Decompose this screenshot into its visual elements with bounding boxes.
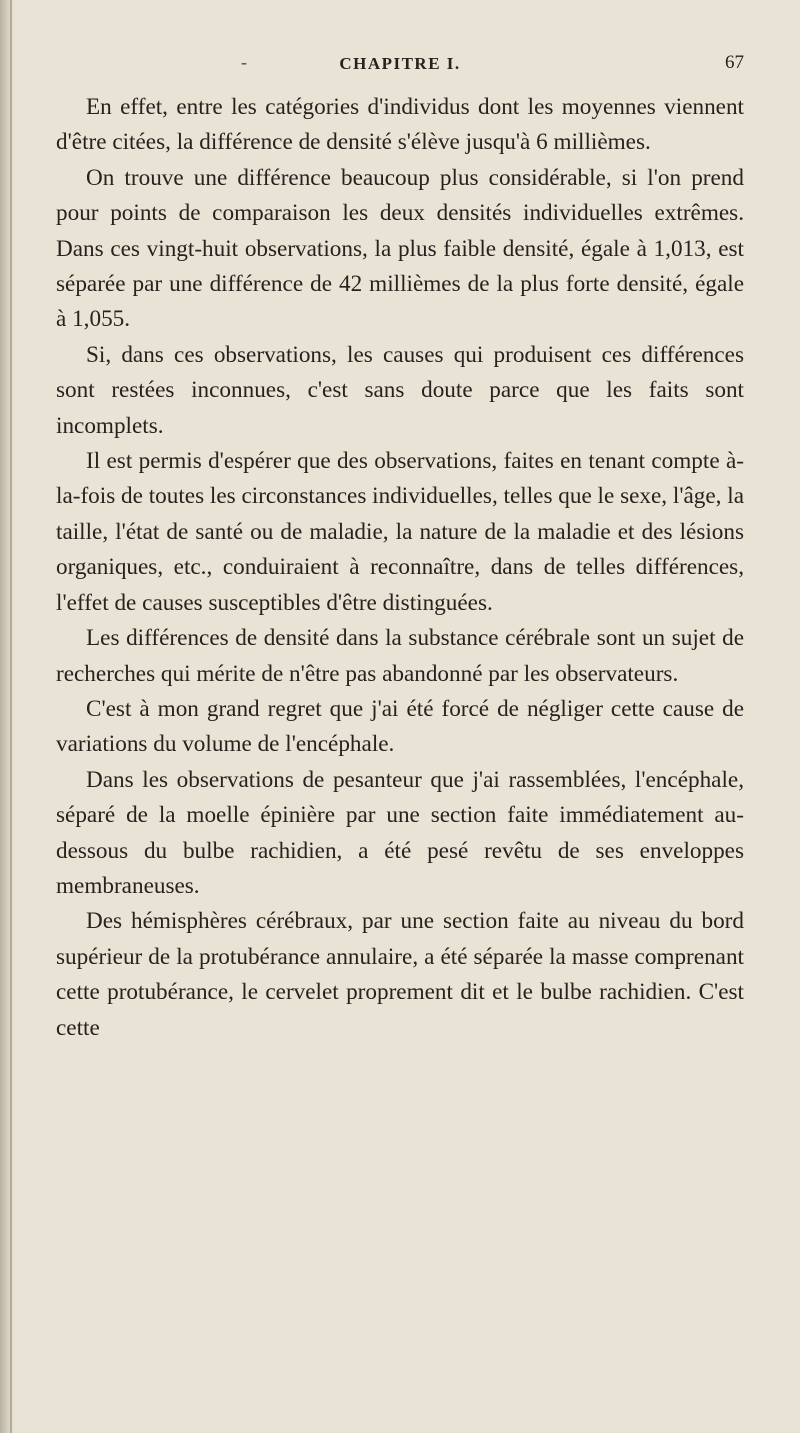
paragraph: Les différences de densité dans la substance cérébrale sont un sujet de recherches qui mérite de n'être pas abandonné par les observateurs.	[56, 625, 744, 687]
paragraph: Si, dans ces observations, les causes qui produisent ces différences sont restées inconnues, c'est sans doute parce que les faits sont incomplets.	[56, 341, 744, 439]
paragraph: Des hémisphères cérébraux, par une section faite au niveau du bord supérieur de la protubérance annulaire, a été séparée la masse comprenant cette protubérance, le cervelet proprement dit et le bulbe rachidien. C'est cette	[56, 908, 744, 1041]
paragraph: On trouve une différence beaucoup plus considérable, si l'on prend pour points de comparaison les deux densités individuelles extrêmes. Dans ces vingt-huit observations, la plus faible densité, égale à 1,013, est séparée par une différence de 42 millièmes de la plus forte densité, égale à 1,055.	[56, 164, 744, 333]
paragraph: Dans les observations de pesanteur que j'ai rassemblées, l'encéphale, séparé de la moelle épinière par une section faite immédiatement au-dessous du bulbe rachidien, a été pesé revêtu de ses enveloppes membraneuses.	[56, 766, 744, 899]
body-text	[56, 90, 744, 1046]
book-page	[56, 48, 744, 1046]
running-head: CHAPITRE I.	[339, 54, 461, 73]
header-dash: -	[241, 52, 247, 72]
paragraph: C'est à mon grand regret que j'ai été forcé de négliger cette cause de variations du volume de l'encéphale.	[56, 695, 744, 758]
paragraph: En effet, entre les catégories d'individus dont les moyennes viennent d'être citées, la différence de densité s'élève jusqu'à 6 millièmes.	[56, 94, 744, 156]
paragraph: Il est permis d'espérer que des observations, faites en tenant compte à-la-fois de toutes les circonstances individuelles, telles que le sexe, l'âge, la taille, l'état de santé ou de maladie, la nature de la maladie et des lésions organiques, etc., conduiraient à reconnaître, dans de telles différences, l'effet de causes susceptibles d'être distinguées.	[56, 448, 744, 616]
page-number: 67	[725, 52, 744, 73]
page-header	[56, 48, 744, 76]
page-gutter-line	[10, 0, 12, 1433]
